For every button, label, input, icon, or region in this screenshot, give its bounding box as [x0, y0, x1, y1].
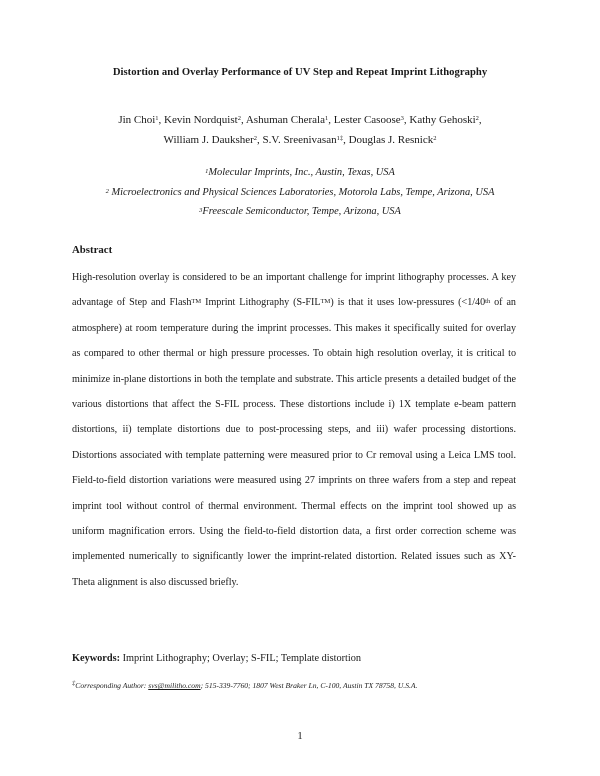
author-list — [40, 110, 560, 150]
abstract-body: High-resolution overlay is considered to be an important challenge for imprint lithography processes. A key advantage of Step and Flash™ Imprint Lithography (S-FIL™) is that it uses low-pressures (<1/40th of an atmosphere) at room temperature during the imprint processes. This makes it specifically suited for overlay as compared to other thermal or high pressure processes. To obtain high resolution overlay, it is critical to minimize in-plane distortions in both the template and substrate. This article presents a detailed budget of the various distortions that affect the S-FIL process. These distortions include i) 1X template e-beam pattern distortions, ii) template distortions due to post-processing steps, and iii) wafer processing distortions. Distortions associated with template patterning were measured prior to Cr removal using a Leica LMS tool. Field-to-field distortion variations were measured using 27 imprints on three wafers from a step and repeat imprint tool without control of thermal environment. Thermal effects on the imprint tool showed up as uniform magnification errors. Using the field-to-field distortion data, a first order correction scheme was implemented numerically to significantly lower the imprint-related distortion. Related issues such as XY-Theta alignment is also discussed briefly. — [72, 272, 516, 588]
author: Douglas J. Resnick$^2$ — [348, 134, 437, 146]
page-number: 1 — [297, 731, 303, 742]
keywords-text: Imprint Lithography; Overlay; S-FIL; Template distortion — [120, 653, 362, 664]
affiliation: $^2$ Microelectronics and Physical Sciences Laboratories, Motorola Labs, Tempe, Arizona, USA — [105, 186, 495, 198]
author: Jin Choi$^1$, — [118, 114, 165, 126]
paper-title: Distortion and Overlay Performance of UV Step and Repeat Imprint Lithography — [112, 67, 488, 78]
abstract-heading: Abstract — [72, 244, 113, 256]
affiliation: $^3$Freescale Semiconductor, Tempe, Arizona, USA — [199, 206, 401, 217]
author: Lester Casoose$^3$, — [333, 114, 410, 126]
author: S.V. Sreenivasan$^{1\ddagger}$, — [262, 134, 349, 146]
affiliation-list — [40, 163, 560, 222]
keywords — [72, 653, 361, 664]
author-email-link[interactable]: svs@militho.com — [148, 681, 201, 690]
keywords-label: Keywords: — [72, 653, 121, 664]
corresponding-author-footnote: ‡Corresponding Author: svs@militho.com; 515-339-7760; 1807 West Braker Ln, C-100, Austin TX 78758, U.S.A. — [72, 680, 418, 690]
author: Kevin Nordquist$^2$, — [164, 114, 246, 126]
affiliation: $^1$Molecular Imprints, Inc., Austin, Texas, USA — [205, 167, 395, 178]
author: Kathy Gehoski$^2$, — [409, 114, 482, 126]
author: Ashuman Cherala$^1$, — [245, 114, 334, 126]
author: William J. Dauksher$^2$, — [163, 134, 263, 146]
